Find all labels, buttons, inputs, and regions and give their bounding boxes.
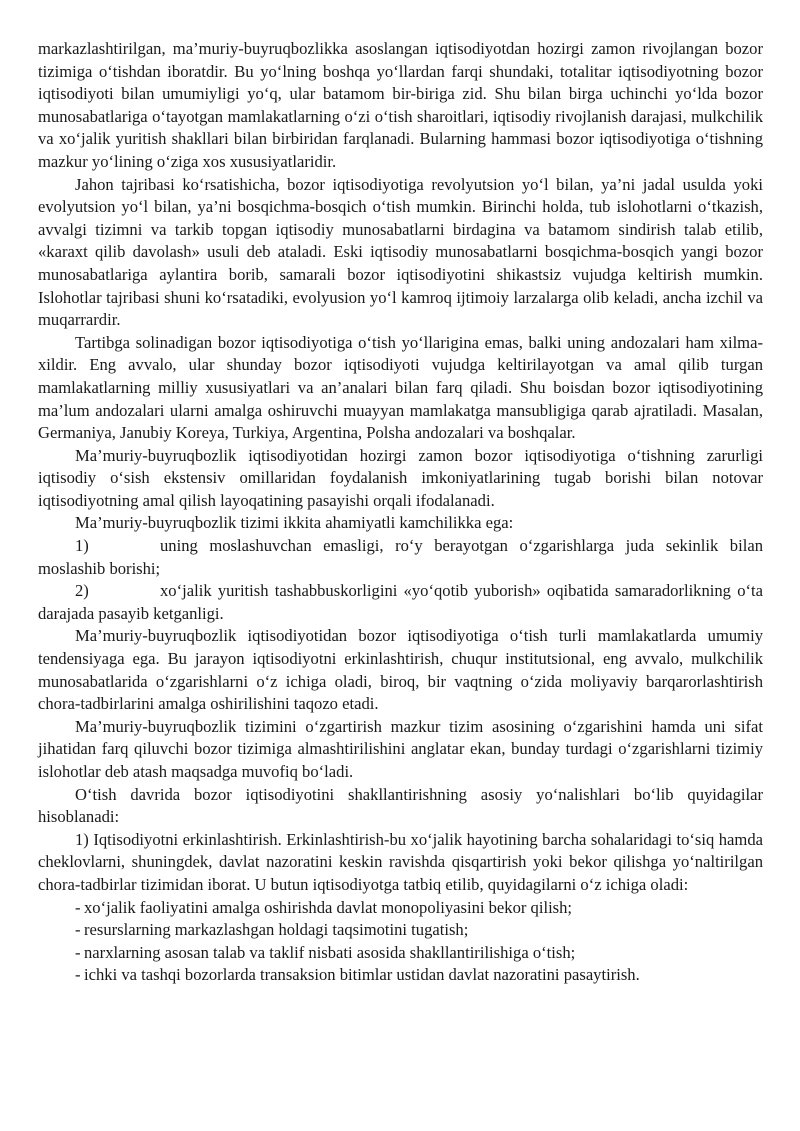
list-number: 1) (75, 536, 89, 556)
list-item-text: uning moslashuvchan emasligi, ro‘y berayotgan o‘zgarishlarga juda sekinlik bilan moslashib borishi; (38, 536, 763, 578)
paragraph: Ma’muriy-buyruqbozlik iqtisodiyotidan bozor iqtisodiyotiga o‘tish turli mamlakatlarda umumiy tendensiyaga ega. Bu jarayon iqtisodiyotni erkinlashtirish, chuqur institutsional, eng avvalo, mulkchilik munosabatlarida o‘zgarishlarni o‘z ichiga oladi, biroq, bir vaqtning o‘zida moliyaviy barqarorlashtirish chora-tadbirlarini amalga oshirilishini taqozo etadi. (38, 626, 763, 714)
dash-list-item (38, 919, 763, 942)
dash-list-item (38, 897, 763, 920)
paragraph: markazlashtirilgan, ma’muriy-buyruqbozlikka asoslangan iqtisodiyotdan hozirgi zamon rivojlangan bozor tizimiga o‘tishdan iboratdir. Bu yo‘lning boshqa yo‘llardan farqi shundaki, totalitar iqtisodiyotning bozor iqtisodiyoti bilan umumiyligi yo‘q, ular batamom bir-biriga zid. Shu bilan birga uchinchi yo‘lda bozor munosabatlariga o‘tayotgan mamlakatlarning o‘zi o‘tish sharoitlari, iqtisodiy rivojlanish darajasi, mulkchilik va xo‘jalik yuritish shakllari bilan birbiridan farqlanadi. Bularning hammasi bozor iqtisodiyotiga o‘tishning mazkur yo‘lining o‘ziga xos xususiyatlaridir. (38, 39, 763, 171)
numbered-list-item (38, 535, 763, 580)
numbered-list-item (38, 580, 763, 625)
list-item-text: xo‘jalik yuritish tashabbuskorligini «yo‘qotib yuborish» oqibatida samaradorlikning o‘ta darajada pasayib ketganligi. (38, 581, 763, 623)
list-item-text: ichki va tashqi bozorlarda transaksion bitimlar ustidan davlat nazoratini pasaytirish. (84, 965, 640, 985)
paragraph: O‘tish davrida bozor iqtisodiyotini shakllantirishning asosiy yo‘nalishlari bo‘lib quyidagilar hisoblanadi: (38, 784, 763, 827)
list-item-text: narxlarning asosan talab va taklif nisbati asosida shakllantirilishiga o‘tish; (84, 942, 576, 962)
paragraph: Tartibga solinadigan bozor iqtisodiyotiga o‘tish yo‘llarigina emas, balki uning andozalari ham xilma-xildir. Eng avvalo, ular shunday bozor iqtisodiyoti vujudga keltirilayotgan va amal qilib turgan mamlakatlarning milliy xususiyatlari va an’analari bilan farq qiladi. Shu boisdan bozor iqtisodiyotining ma’lum andozalari ularni amalga oshiruvchi muayyan mamlakatga mansubligiga qarab ajratiladi. Masalan, Germaniya, Janubiy Koreya, Turkiya, Argentina, Polsha andozalari va boshqalar. (38, 332, 763, 443)
dash-mark: - (75, 942, 81, 962)
dash-list-item (38, 942, 763, 965)
list-item-text: resurslarning markazlashgan holdagi taqsimotini tugatish; (84, 920, 469, 940)
dash-list-item (38, 964, 763, 987)
paragraph: Ma’muriy-buyruqbozlik tizimini o‘zgartirish mazkur tizim asosining o‘zgarishini hamda uni sifat jihatidan farq qiluvchi bozor tizimiga almashtirilishini anglatar ekan, bunday turdagi o‘zgarishlarni tizimiy islohotlar deb atash maqsadga muvofiq bo‘ladi. (38, 716, 763, 781)
list-number: 2) (75, 581, 89, 601)
paragraph: Ma’muriy-buyruqbozlik iqtisodiyotidan hozirgi zamon bozor iqtisodiyotiga o‘tishning zarurligi iqtisodiy o‘sish ekstensiv omillaridan foydalanish imkoniyatlarining tugab borishi bilan notovar iqtisodiyotning amal qilish layoqatining pasayishi orqali ifodalanadi. (38, 445, 763, 510)
paragraph: Ma’muriy-buyruqbozlik tizimi ikkita ahamiyatli kamchilikka ega: (75, 513, 514, 533)
list-item-text: xo‘jalik faoliyatini amalga oshirishda davlat monopoliyasini bekor qilish; (84, 897, 573, 917)
paragraph: 1) Iqtisodiyotni erkinlashtirish. Erkinlashtirish-bu xo‘jalik hayotining barcha sohalaridagi to‘siq hamda cheklovlarni, shuningdek, davlat nazoratini keskin ravishda qisqartirish yoki bekor qilishga yo‘naltirilgan chora-tadbirlar tizimidan iborat. U butun iqtisodiyotga tatbiq etilib, quyidagilarni o‘z ichiga oladi: (38, 829, 763, 894)
paragraph: Jahon tajribasi ko‘rsatishicha, bozor iqtisodiyotiga revolyutsion yo‘l bilan, ya’ni jadal usulda yoki evolyutsion yo‘l bilan, ya’ni bosqichma-bosqich o‘tish mumkin. Birinchi holda, tub islohotlarni o‘tkazish, avvalgi tizimni va tarkib topgan iqtisodiy munosabatlarni birdagina va batamom sindirish talab etilib, «karaxt qilib davolash» usuli deb ataladi. Eski iqtisodiy munosabatlarni bosqichma-bosqich yangi bozor munosabatlariga aylantira borib, samarali bozor iqtisodiyotini shikastsiz vujudga keltirish mumkin. Islohotlar tajribasi shuni ko‘rsatadiki, evolyusion yo‘l kamroq ijtimoiy larzalarga olib keladi, ancha izchil va muqarrardir. (38, 174, 763, 330)
document-page (38, 38, 763, 987)
dash-mark: - (75, 897, 81, 917)
dash-mark: - (75, 920, 81, 940)
dash-mark: - (75, 965, 81, 985)
